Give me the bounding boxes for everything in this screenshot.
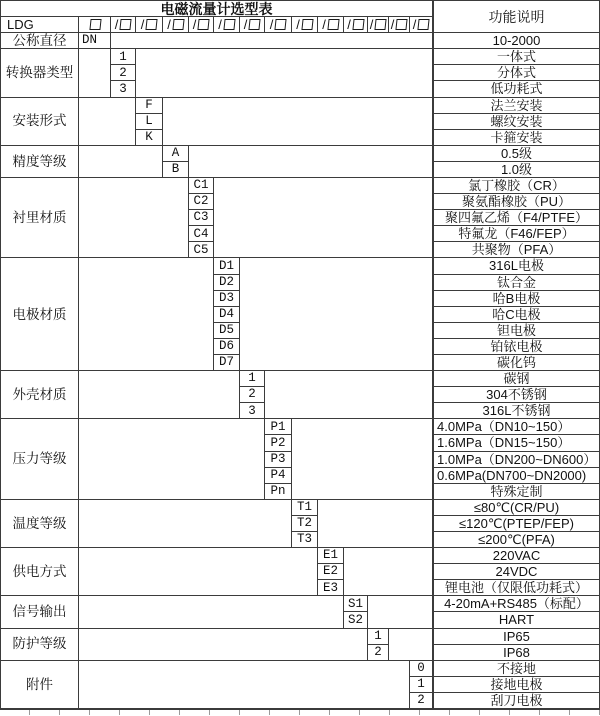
checkbox-icon	[249, 19, 261, 30]
filler-left	[79, 629, 368, 661]
checkbox-icon	[418, 19, 430, 30]
function-value: 24VDC	[433, 564, 600, 580]
category-label: 精度等级	[1, 146, 79, 178]
filler-left	[79, 596, 344, 628]
filler-right	[111, 33, 433, 49]
function-value: IP68	[433, 645, 600, 661]
filler-right	[292, 419, 433, 499]
checkbox-icon	[120, 19, 132, 30]
function-value: 哈C电极	[433, 307, 600, 323]
function-value: 304不锈钢	[433, 387, 600, 403]
model-code-slot	[318, 17, 344, 33]
code-cell: 3	[240, 403, 265, 419]
code-cell: 1	[240, 371, 265, 387]
code-cell: D4	[214, 307, 240, 323]
filler-left	[79, 419, 265, 499]
code-cell: 2	[368, 645, 389, 661]
function-value: 1.0级	[433, 162, 600, 178]
checkbox-icon	[146, 19, 158, 30]
function-value: 共聚物（PFA）	[433, 242, 600, 258]
code-cell: 1	[111, 49, 136, 65]
slash-separator: /	[412, 17, 417, 33]
function-value: 卡箍安装	[433, 130, 600, 146]
function-value: 碳钢	[433, 371, 600, 387]
function-value: 刮刀电极	[433, 693, 600, 709]
function-value: 低功耗式	[433, 81, 600, 97]
function-value: 钽电极	[433, 323, 600, 339]
code-cell: D1	[214, 258, 240, 274]
code-cell: E1	[318, 548, 344, 564]
code-cell: D7	[214, 355, 240, 371]
code-cell: C2	[189, 194, 214, 210]
function-value: 聚四氟乙烯（F4/PTFE）	[433, 210, 600, 226]
slash-separator: /	[167, 17, 171, 33]
checkbox-icon	[301, 19, 313, 30]
model-code-slot	[240, 17, 265, 33]
function-value: 钛合金	[433, 275, 600, 291]
code-cell: T1	[292, 500, 318, 516]
filler-left	[79, 500, 292, 548]
code-cell: C3	[189, 210, 214, 226]
filler-left	[79, 258, 214, 371]
code-cell: 1	[410, 677, 433, 693]
category-label: 电极材质	[1, 258, 79, 371]
code-cell: P2	[265, 435, 292, 451]
code-cell: S2	[344, 612, 368, 628]
code-cell: P3	[265, 452, 292, 468]
model-code-slot	[163, 17, 189, 33]
function-value: 1.6MPa（DN15~150）	[433, 435, 600, 451]
function-value: 特殊定制	[433, 484, 600, 500]
code-cell: S1	[344, 596, 368, 612]
slash-separator: /	[296, 17, 300, 33]
function-value: 螺纹安装	[433, 114, 600, 130]
table-title: 电磁流量计选型表	[1, 1, 433, 17]
function-value: 哈B电极	[433, 291, 600, 307]
model-code-slot	[265, 17, 292, 33]
filler-left	[79, 98, 136, 146]
model-code-slot	[111, 17, 136, 33]
code-cell: F	[136, 98, 163, 114]
category-label: 安装形式	[1, 98, 79, 146]
function-value: 0.5级	[433, 146, 600, 162]
checkbox-icon	[352, 19, 364, 30]
checkbox-icon	[275, 19, 287, 30]
function-value: 锂电池（仅限低功耗式）	[433, 580, 600, 596]
function-value: 220VAC	[433, 548, 600, 564]
code-cell: 0	[410, 661, 433, 677]
checkbox-icon	[375, 19, 387, 30]
code-cell: P1	[265, 419, 292, 435]
filler-right	[389, 629, 433, 661]
model-code-slot	[389, 17, 410, 33]
category-label: 压力等级	[1, 419, 79, 499]
function-value: 10-2000	[433, 33, 600, 49]
code-cell: 2	[240, 387, 265, 403]
function-value: HART	[433, 612, 600, 628]
model-prefix: LDG	[1, 17, 79, 33]
category-label: 防护等级	[1, 629, 79, 661]
code-cell: D2	[214, 275, 240, 291]
function-value: 一体式	[433, 49, 600, 65]
category-label: 信号输出	[1, 596, 79, 628]
code-cell: C5	[189, 242, 214, 258]
filler-right	[163, 98, 433, 146]
function-value: ≤200℃(PFA)	[433, 532, 600, 548]
code-cell: 3	[111, 81, 136, 97]
slash-separator: /	[114, 17, 119, 33]
code-cell: C1	[189, 178, 214, 194]
function-value: 316L不锈钢	[433, 403, 600, 419]
code-cell: T3	[292, 532, 318, 548]
code-cell: K	[136, 130, 163, 146]
checkbox-icon	[327, 19, 339, 30]
model-code-slot	[136, 17, 163, 33]
model-code-slot	[344, 17, 368, 33]
function-column-header: 功能说明	[433, 1, 600, 33]
category-label: 附件	[1, 661, 79, 709]
model-code-slot	[189, 17, 214, 33]
function-value: 0.6MPa(DN700~DN2000)	[433, 468, 600, 484]
filler-right	[136, 49, 433, 97]
slash-separator: /	[192, 17, 197, 33]
function-value: 接地电极	[433, 677, 600, 693]
filler-left	[79, 371, 240, 419]
filler-left	[79, 548, 318, 596]
model-code-slot	[410, 17, 433, 33]
code-cell: D3	[214, 291, 240, 307]
function-value: 分体式	[433, 65, 600, 81]
function-value: ≤80℃(CR/PU)	[433, 500, 600, 516]
filler-left	[79, 146, 163, 178]
category-label: 公称直径	[1, 33, 79, 49]
code-cell: DN	[79, 33, 111, 49]
filler-left	[79, 178, 189, 258]
slash-separator: /	[218, 17, 222, 33]
code-cell: 2	[410, 693, 433, 709]
function-value: 特氟龙（F46/FEP）	[433, 226, 600, 242]
filler-right	[240, 258, 433, 371]
model-code-box	[79, 17, 111, 33]
slash-separator: /	[347, 17, 351, 33]
code-cell: D6	[214, 339, 240, 355]
function-value: 不接地	[433, 661, 600, 677]
code-cell: Pn	[265, 484, 292, 500]
code-cell: D5	[214, 323, 240, 339]
filler-right	[368, 596, 433, 628]
cut-off-next-row	[0, 710, 600, 715]
model-code-slot	[368, 17, 389, 33]
function-value: 氯丁橡胶（CR）	[433, 178, 600, 194]
function-value: 4.0MPa（DN10~150）	[433, 419, 600, 435]
code-cell: B	[163, 162, 189, 178]
filler-right	[265, 371, 433, 419]
slash-separator: /	[243, 17, 248, 33]
checkbox-icon	[396, 19, 408, 30]
category-label: 衬里材质	[1, 178, 79, 258]
category-label: 温度等级	[1, 500, 79, 548]
function-value: 1.0MPa（DN200~DN600）	[433, 452, 600, 468]
function-value: 316L电极	[433, 258, 600, 274]
filler-left	[79, 661, 410, 709]
function-value: 聚氨酯橡胶（PU）	[433, 194, 600, 210]
slash-separator: /	[369, 17, 374, 33]
function-value: IP65	[433, 629, 600, 645]
function-value: 4-20mA+RS485（标配）	[433, 596, 600, 612]
checkbox-icon	[198, 19, 210, 30]
slash-separator: /	[140, 17, 145, 33]
category-label: 供电方式	[1, 548, 79, 596]
function-value: 铂铱电极	[433, 339, 600, 355]
slash-separator: /	[390, 17, 395, 33]
model-code-slot	[292, 17, 318, 33]
filler-left	[79, 49, 111, 97]
code-cell: P4	[265, 468, 292, 484]
filler-right	[214, 178, 433, 258]
code-cell: 2	[111, 65, 136, 81]
filler-right	[189, 146, 433, 178]
model-code-slot	[214, 17, 240, 33]
code-cell: E2	[318, 564, 344, 580]
filler-right	[344, 548, 433, 596]
function-value: 法兰安装	[433, 98, 600, 114]
slash-separator: /	[322, 17, 326, 33]
checkbox-icon	[172, 19, 184, 30]
function-value: 碳化钨	[433, 355, 600, 371]
filler-right	[318, 500, 433, 548]
checkbox-icon	[89, 19, 101, 30]
code-cell: L	[136, 114, 163, 130]
code-cell: E3	[318, 580, 344, 596]
code-cell: T2	[292, 516, 318, 532]
code-cell: C4	[189, 226, 214, 242]
category-label: 转换器类型	[1, 49, 79, 97]
code-cell: 1	[368, 629, 389, 645]
slash-separator: /	[269, 17, 274, 33]
code-cell: A	[163, 146, 189, 162]
category-label: 外壳材质	[1, 371, 79, 419]
checkbox-icon	[223, 19, 235, 30]
function-value: ≤120℃(PTEP/FEP)	[433, 516, 600, 532]
